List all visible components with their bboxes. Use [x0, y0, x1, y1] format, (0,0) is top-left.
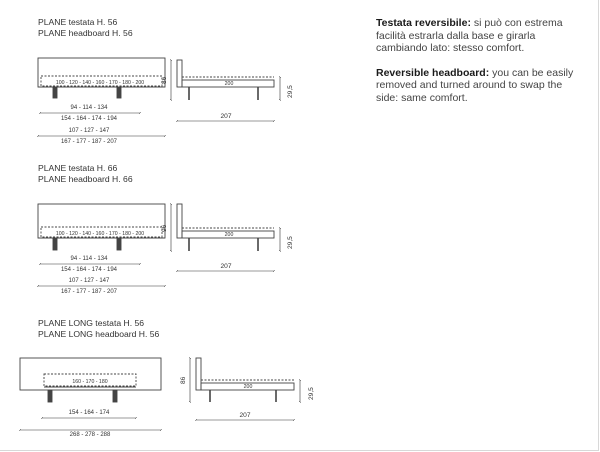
- section-1-dim-inner1: 94 - 114 - 134: [70, 105, 108, 111]
- section-2-title-it: PLANE testata H. 66: [38, 163, 118, 173]
- section-3-title-en: PLANE LONG headboard H. 56: [38, 328, 160, 339]
- section-1-front-view: [38, 58, 165, 98]
- section-2-dim-outer2: 167 - 177 - 187 - 207: [60, 289, 118, 295]
- section-2-side-mattress: 200: [224, 232, 234, 238]
- section-2-side-view: [177, 204, 274, 251]
- section-2-side-length: 207: [220, 263, 232, 270]
- section-1-dim-inner2: 154 - 164 - 174 - 194: [60, 116, 118, 122]
- section-2-front-view: [38, 204, 165, 250]
- description-en-text: you can be easily removed and turned around to swap the side: same comfort.: [376, 66, 574, 104]
- section-1-dim-outer2: 167 - 177 - 187 - 207: [60, 139, 118, 145]
- side-headboard: [177, 60, 182, 87]
- side-headboard: [196, 358, 201, 390]
- section-2-dim-inner1: 94 - 114 - 134: [70, 256, 108, 262]
- front-leg-right: [117, 238, 121, 250]
- description-en-heading: Reversible headboard:: [376, 66, 490, 79]
- front-leg-left: [53, 87, 57, 98]
- section-1-side-leg-height: 29,5: [287, 85, 294, 98]
- section-1-title-it: PLANE testata H. 56: [38, 17, 118, 27]
- section-2-side-leg-height: 29,5: [287, 236, 294, 249]
- section-3-side-view: [196, 358, 294, 402]
- section-2-dim-outer1: 107 - 127 - 147: [68, 278, 110, 284]
- section-1-side-mattress: 200: [224, 81, 234, 87]
- section-3-dim-inner: 154 - 164 - 174: [68, 410, 110, 416]
- section-1-side-length: 207: [220, 113, 232, 120]
- section-3-side-mattress: 200: [243, 384, 253, 390]
- section-1-title-en: PLANE headboard H. 56: [38, 27, 133, 38]
- section-2-title-en: PLANE headboard H. 66: [38, 173, 133, 184]
- description-it-text: si può con estrema facilità estrarla dalla base e girarla cambiando lato: stesso comfort.: [376, 17, 563, 54]
- front-leg-left: [48, 390, 52, 402]
- section-2-front-widths: 100 - 120 - 140 - 160 - 170 - 180 - 200: [55, 231, 145, 237]
- section-3-side-height: 86: [180, 376, 187, 384]
- side-headboard: [177, 204, 182, 238]
- section-3-title-it: PLANE LONG testata H. 56: [38, 318, 145, 328]
- section-2-side-height: 96: [161, 224, 168, 232]
- front-leg-right: [117, 87, 121, 98]
- description-it-heading: Testata reversibile:: [376, 17, 471, 29]
- section-3-side-length: 207: [239, 412, 251, 419]
- front-leg-left: [53, 238, 57, 250]
- section-3-side-leg-height: 29,5: [308, 387, 315, 400]
- section-3-front-widths: 160 - 170 - 180: [72, 379, 108, 385]
- section-1-side-view: [177, 60, 274, 100]
- section-1-side-height: 86: [161, 76, 168, 84]
- section-1-front-widths: 100 - 120 - 140 - 160 - 170 - 180 - 200: [55, 80, 145, 86]
- section-3-dim-outer: 268 - 278 - 288: [69, 432, 111, 438]
- section-1-dim-outer1: 107 - 127 - 147: [68, 128, 110, 134]
- section-2-dim-inner2: 154 - 164 - 174 - 194: [60, 267, 118, 273]
- front-leg-right: [113, 390, 117, 402]
